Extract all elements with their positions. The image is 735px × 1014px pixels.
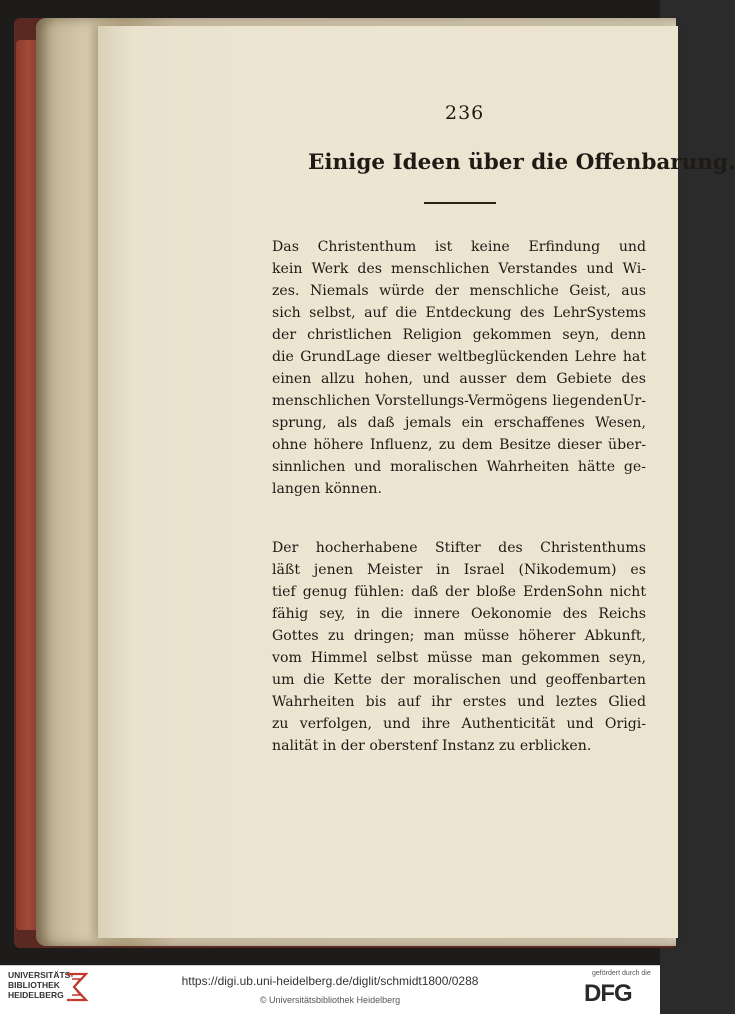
text-line: zu verfolgen, und ihre Authenticität und Origi- bbox=[272, 716, 646, 732]
text-line: um die Kette der moralischen und geoffenbarten bbox=[272, 672, 646, 688]
text-line: zes. Niemals würde der menschliche Geist, aus bbox=[272, 283, 646, 299]
text-line: Gottes zu dringen; man müsse höherer Abkunft, bbox=[272, 628, 646, 644]
text-line: sprung, als daß jemals ein erschaffenes Wesen, bbox=[272, 415, 646, 431]
logo-line: HEIDELBERG bbox=[8, 990, 64, 1000]
logo-line: UNIVERSITÄTS- bbox=[8, 970, 74, 980]
text-line: vom Himmel selbst müsse man gekommen seyn, bbox=[272, 650, 646, 666]
logo-line: BIBLIOTHEK bbox=[8, 980, 60, 990]
page-heading: Einige Ideen über die Offenbarung. bbox=[308, 150, 735, 175]
text-line: langen können. bbox=[272, 481, 382, 497]
text-line: tief genug fühlen: daß der bloße ErdenSohn nicht bbox=[272, 584, 646, 600]
text-line: nalität in der oberstenf Instanz zu erblicken. bbox=[272, 738, 592, 754]
text-line: ohne höhere Influenz, zu dem Besitze dieser über- bbox=[272, 437, 646, 453]
text-line: fähig sey, in die innere Oekonomie des Reichs bbox=[272, 606, 646, 622]
text-line: Der hocherhabene Stifter des Christenthums bbox=[272, 540, 646, 556]
permalink-url[interactable]: https://digi.ub.uni-heidelberg.de/diglit/schmidt1800/0288 bbox=[181, 974, 479, 988]
dfg-logo[interactable]: DFG bbox=[584, 980, 632, 1007]
heading-divider bbox=[424, 202, 496, 204]
text-line: der christlichen Religion gekommen seyn, denn bbox=[272, 327, 646, 343]
text-line: Das Christenthum ist keine Erfindung und bbox=[272, 239, 646, 255]
text-line: Wahrheiten bis auf ihr erstes und leztes Glied bbox=[272, 694, 646, 710]
text-line: sinnlichen und moralischen Wahrheiten hätte ge- bbox=[272, 459, 646, 475]
viewer-footer bbox=[0, 965, 660, 1014]
paragraph-1 bbox=[272, 236, 646, 500]
paragraph-2 bbox=[272, 537, 646, 757]
text-line: die GrundLage dieser weltbeglückenden Lehre hat bbox=[272, 349, 646, 365]
copyright-notice: © Universitätsbibliothek Heidelberg bbox=[259, 995, 401, 1005]
text-line: einen allzu hohen, und ausser dem Gebiete des bbox=[272, 371, 646, 387]
page-number: 236 bbox=[445, 102, 485, 124]
sponsor-note: gefördert durch die bbox=[592, 970, 651, 977]
text-line: kein Werk des menschlichen Verstandes und Wi- bbox=[272, 261, 646, 277]
text-line: läßt jenen Meister in Israel (Nikodemum) es bbox=[272, 562, 646, 578]
text-line: menschlichen Vorstellungs-Vermögens liegendenUr- bbox=[272, 393, 646, 409]
text-line: sich selbst, auf die Entdeckung des LehrSystems bbox=[272, 305, 646, 321]
